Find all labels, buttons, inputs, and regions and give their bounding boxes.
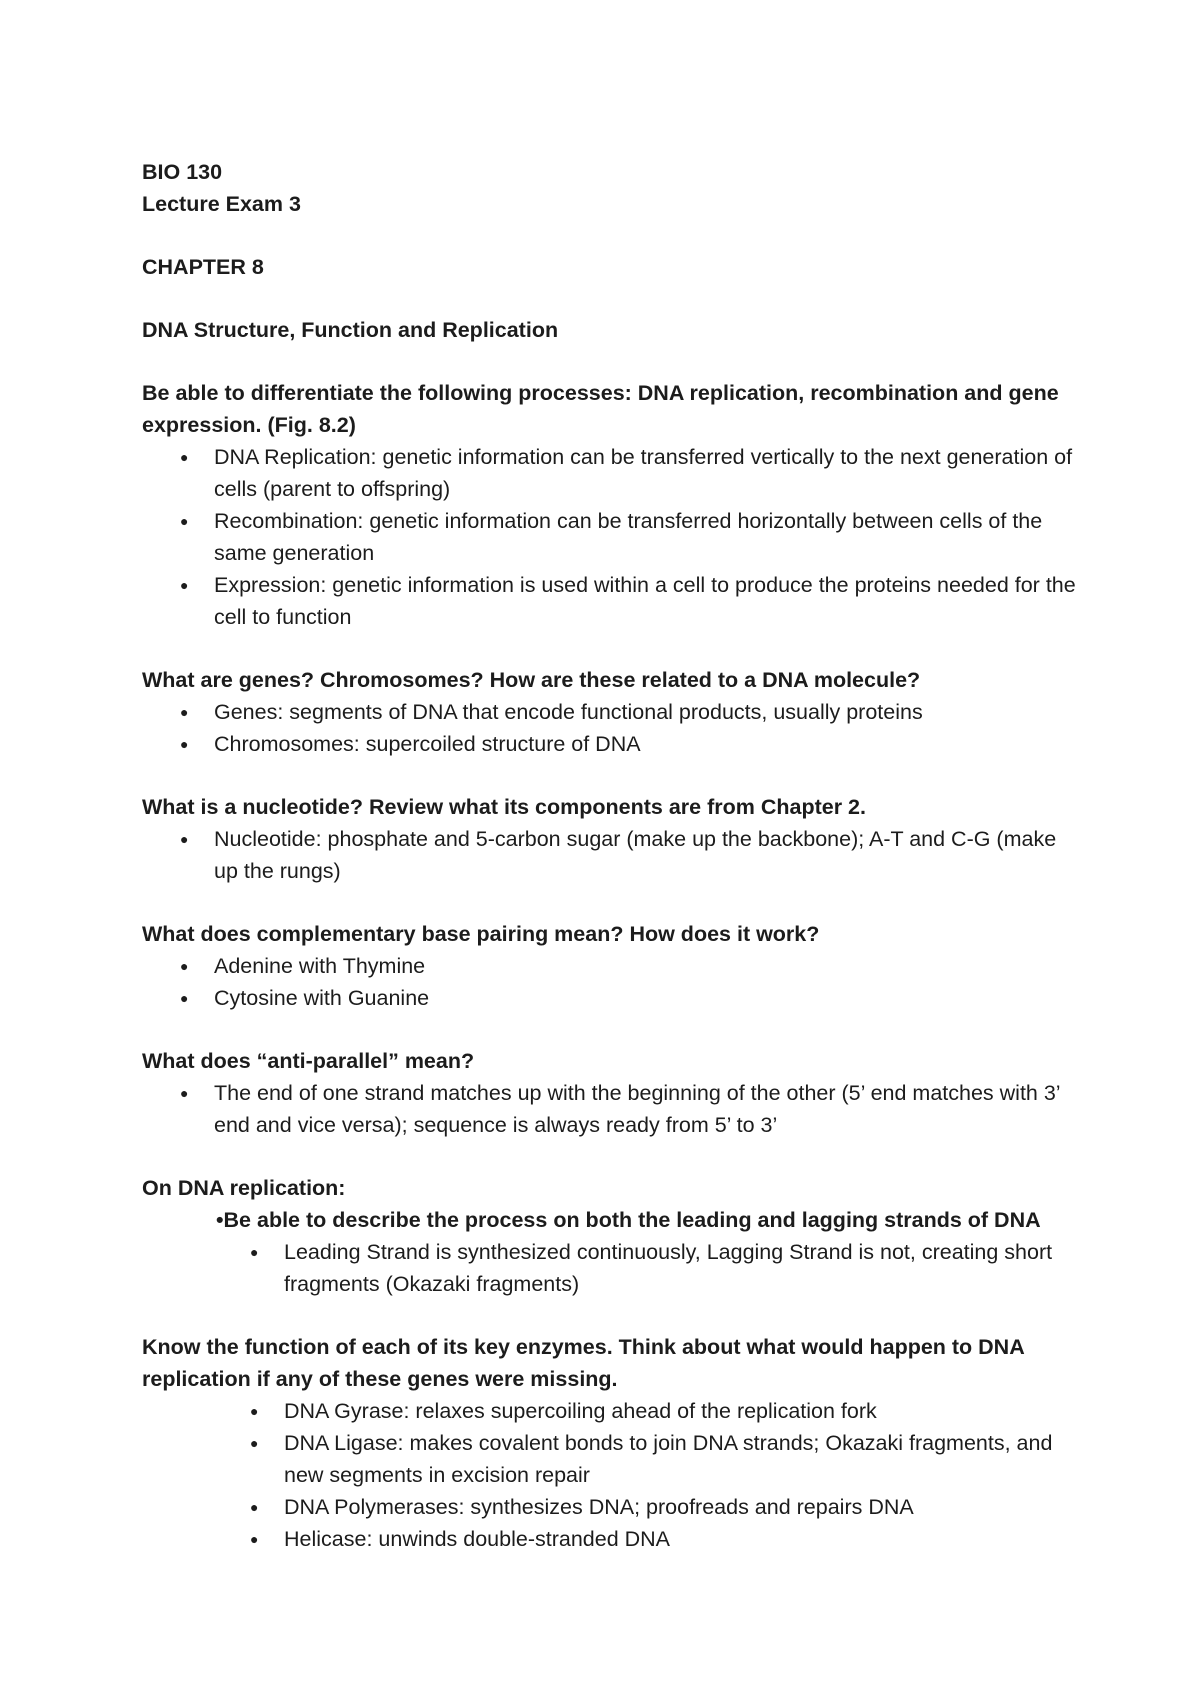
- list-item: ● Genes: segments of DNA that encode functional products, usually proteins: [142, 696, 1082, 728]
- list-item: ● Nucleotide: phosphate and 5-carbon sugar (make up the backbone); A-T and C-G (make up the rungs): [142, 823, 1082, 887]
- subquestion-text: Be able to describe the process on both the leading and lagging strands of DNA: [223, 1208, 1041, 1232]
- bullet-list-base-pairing: [142, 950, 1082, 1014]
- list-item: ● Helicase: unwinds double-stranded DNA: [142, 1523, 1082, 1555]
- list-item: ● DNA Polymerases: synthesizes DNA; proofreads and repairs DNA: [142, 1491, 1082, 1523]
- sub-bullet-icon: •: [216, 1208, 224, 1232]
- question-replication: On DNA replication:: [142, 1176, 346, 1200]
- bullet-list-processes: [142, 441, 1082, 633]
- list-item: ● Cytosine with Guanine: [142, 982, 1082, 1014]
- question-enzymes: Know the function of each of its key enzymes. Think about what would happen to DNA replication if any of these genes were missing.: [142, 1335, 1024, 1391]
- list-item: ● Expression: genetic information is used within a cell to produce the proteins needed for the cell to function: [142, 569, 1082, 633]
- question-base-pairing: What does complementary base pairing mean? How does it work?: [142, 922, 820, 946]
- question-nucleotide: What is a nucleotide? Review what its components are from Chapter 2.: [142, 795, 866, 819]
- topic-heading: DNA Structure, Function and Replication: [142, 318, 559, 342]
- question-genes: What are genes? Chromosomes? How are these related to a DNA molecule?: [142, 668, 921, 692]
- bullet-list-enzymes: [142, 1395, 1082, 1555]
- document-page: [142, 156, 1082, 1555]
- question-anti-parallel: What does “anti-parallel” mean?: [142, 1049, 475, 1073]
- list-item: ● DNA Gyrase: relaxes supercoiling ahead of the replication fork: [142, 1395, 1082, 1427]
- list-item: ● Chromosomes: supercoiled structure of DNA: [142, 728, 1082, 760]
- bullet-list-strands: [142, 1236, 1082, 1300]
- subquestion-strands: [142, 1204, 1082, 1236]
- chapter-heading: CHAPTER 8: [142, 255, 264, 279]
- list-item: ● The end of one strand matches up with the beginning of the other (5’ end matches with 3’ end and vice versa); sequence is always ready from 5’ to 3’: [142, 1077, 1082, 1141]
- question-processes: Be able to differentiate the following processes: DNA replication, recombination and gene expression. (Fig. 8.2): [142, 381, 1059, 437]
- list-item: ● DNA Ligase: makes covalent bonds to join DNA strands; Okazaki fragments, and new segments in excision repair: [142, 1427, 1082, 1491]
- course-code: BIO 130: [142, 160, 223, 184]
- bullet-list-genes: [142, 696, 1082, 760]
- list-item: ● DNA Replication: genetic information can be transferred vertically to the next generation of cells (parent to offspring): [142, 441, 1082, 505]
- exam-title: Lecture Exam 3: [142, 192, 301, 216]
- bullet-list-nucleotide: [142, 823, 1082, 887]
- list-item: ● Recombination: genetic information can be transferred horizontally between cells of the same generation: [142, 505, 1082, 569]
- bullet-list-anti-parallel: [142, 1077, 1082, 1141]
- list-item: ● Adenine with Thymine: [142, 950, 1082, 982]
- list-item: ● Leading Strand is synthesized continuously, Lagging Strand is not, creating short fragments (Okazaki fragments): [142, 1236, 1082, 1300]
